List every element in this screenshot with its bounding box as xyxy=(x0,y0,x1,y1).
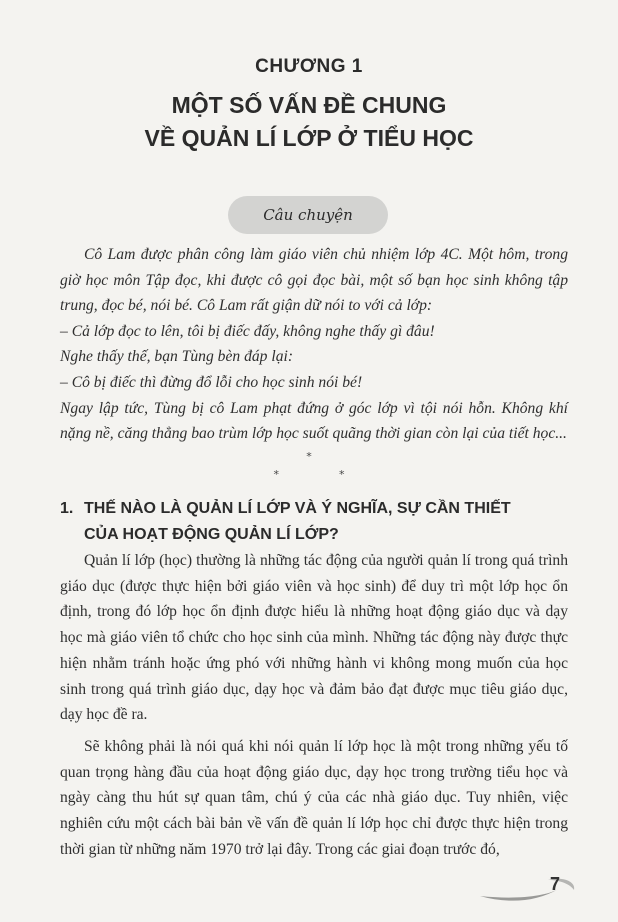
story-separator xyxy=(0,450,618,482)
section-body xyxy=(60,548,568,868)
chapter-label: CHƯƠNG 1 xyxy=(255,56,363,77)
chapter-title-line-1: MỘT SỐ VẤN ĐỀ CHUNG xyxy=(171,92,447,118)
section-heading-line-1: THẾ NÀO LÀ QUẢN LÍ LỚP VÀ Ý NGHĨA, SỰ CẦN THIẾT xyxy=(84,500,511,517)
section-heading xyxy=(60,496,580,548)
body-paragraph: Sẽ không phải là nói quá khi nói quản lí lớp học là một trong những yếu tố quan trọng hàng đầu của hoạt động giáo dục, dạy học trong trường tiểu học và ngày càng thu hút sự quan tâm, chú ý của các nhà giáo dục. Tuy nhiên, việc nghiên cứu một cách bài bản về vấn đề quản lí lớp học chỉ được thực hiện trong thời gian từ những năm 1970 trở lại đây. Trong các giai đoạn trước đó, xyxy=(60,737,568,858)
separator-star: * xyxy=(306,450,312,463)
story-paragraph: Nghe thấy thế, bạn Tùng bèn đáp lại: xyxy=(60,348,294,366)
story-paragraph: Cô Lam được phân công làm giáo viên chủ nhiệm lớp 4C. Một hôm, trong giờ học môn Tập đọc, khi được cô gọi đọc bài, một số bạn học sinh không tập trung, đọc bé, nói bé. Cô Lam rất giận dữ nói to với cả lớp: xyxy=(60,246,568,315)
page-number: 7 xyxy=(549,874,560,894)
page-number-badge xyxy=(478,870,578,900)
story-paragraph: – Cả lớp đọc to lên, tôi bị điếc đấy, không nghe thấy gì đâu! xyxy=(60,322,435,340)
chapter-title-line-2: VỀ QUẢN LÍ LỚP Ở TIỂU HỌC xyxy=(144,125,474,151)
swoosh-icon xyxy=(478,874,578,902)
section-heading-line-2: CỦA HOẠT ĐỘNG QUẢN LÍ LỚP? xyxy=(84,526,339,543)
story-paragraph: – Cô bị điếc thì đừng đổ lỗi cho học sinh nói bé! xyxy=(60,373,363,391)
separator-stars: ** xyxy=(273,468,405,481)
section-number: 1. xyxy=(60,500,74,517)
story-text xyxy=(60,242,568,447)
story-badge: Câu chuyện xyxy=(228,196,388,234)
story-paragraph: Ngay lập tức, Tùng bị cô Lam phạt đứng ở góc lớp vì tội nói hỗn. Không khí nặng nề, căng thẳng bao trùm lớp học suốt quãng thời gian còn lại của tiết học... xyxy=(60,399,568,443)
body-paragraph: Quản lí lớp (học) thường là những tác động của người quản lí trong quá trình giáo dục (được thực hiện bởi giáo viên và học sinh) để duy trì một lớp học ổn định, trong đó lớp học ổn định được hiểu là những hoạt động giáo dục và dạy học mà giáo viên tổ chức cho học sinh của mình. Những tác động này được thực hiện nhằm tránh hoặc ứng phó với những hành vi không mong muốn của học sinh trong quá trình giáo dục, dạy học và đảm bảo đạt được mục tiêu giáo dục, dạy học đề ra. xyxy=(60,552,568,724)
chapter-title xyxy=(60,89,558,155)
